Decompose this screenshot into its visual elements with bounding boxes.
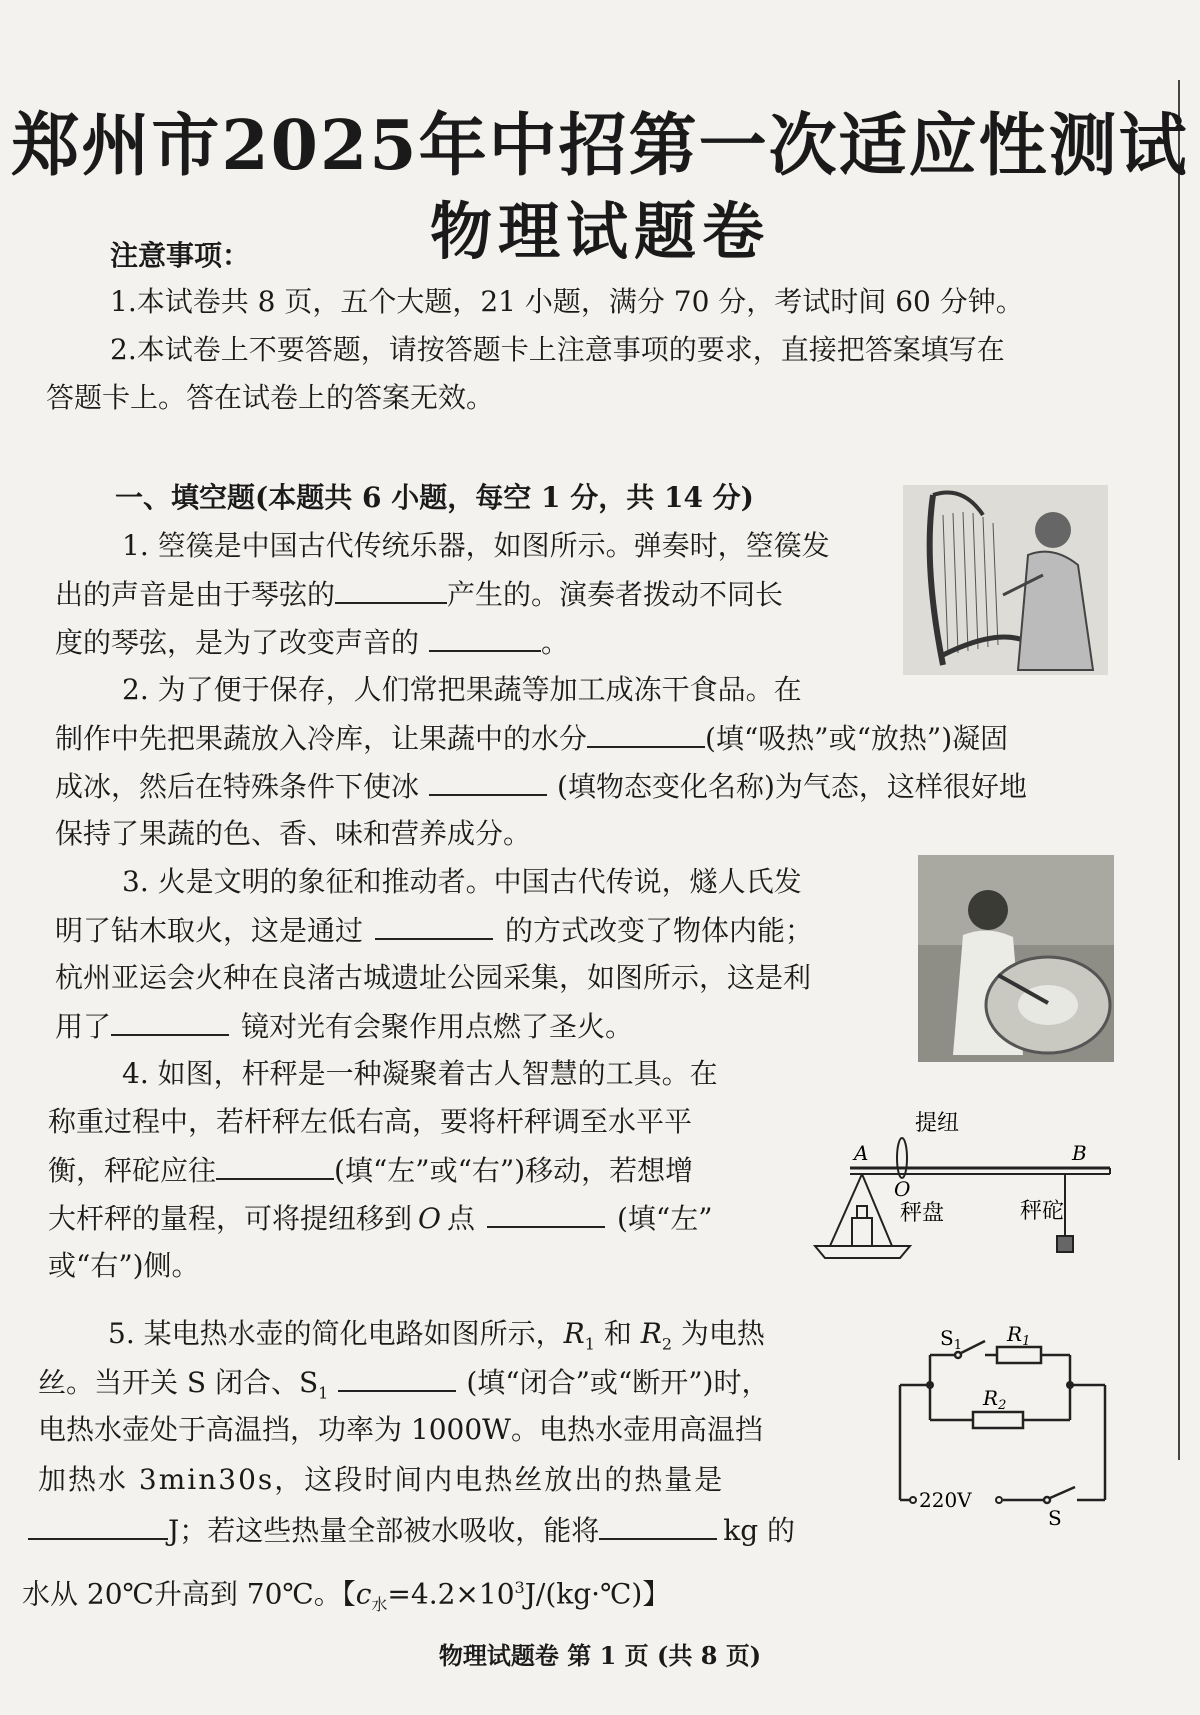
- q5-line6: 水从 20℃升高到 70℃。【$c_水=4.2\times 10^3J/(kg\cdot℃)$】: [22, 1577, 671, 1614]
- notice-heading: 注意事项：: [110, 239, 251, 272]
- q2-line1: 2. 为了便于保存，人们常把果蔬等加工成冻干食品。在: [122, 673, 802, 706]
- q4-line5: 或“右”)侧。: [48, 1249, 200, 1282]
- notice-item-2a: 2.本试卷上不要答题，请按答题卡上注意事项的要求，直接把答案填写在: [110, 333, 1005, 366]
- q4-line1: 4. 如图，杆秤是一种凝聚着古人智慧的工具。在: [122, 1057, 718, 1090]
- answer-blank[interactable]: [338, 1362, 456, 1392]
- answer-blank[interactable]: [429, 766, 547, 796]
- q1-line1: 1. 箜篌是中国古代传统乐器，如图所示。弹奏时，箜篌发: [122, 529, 830, 562]
- page-title: 郑州市2025年中招第一次适应性测试: [11, 106, 1189, 186]
- q5-line5: J；若这些热量全部被水吸收，能将 kg 的: [28, 1510, 795, 1551]
- circuit-diagram: [885, 1315, 1115, 1530]
- label-pan: 秤盘: [900, 1201, 945, 1226]
- answer-blank[interactable]: [111, 1006, 229, 1036]
- steelyard-figure: [810, 1108, 1115, 1268]
- answer-blank[interactable]: [587, 718, 705, 748]
- q4-line2: 称重过程中，若杆秤左低右高，要将杆秤调至水平平: [48, 1105, 693, 1138]
- label-tuo: 秤砣: [1020, 1199, 1065, 1224]
- answer-blank[interactable]: [429, 622, 541, 652]
- margin-rule: [1178, 80, 1180, 1460]
- answer-blank[interactable]: [599, 1510, 717, 1540]
- answer-blank[interactable]: [216, 1150, 334, 1180]
- label-220V: 220V: [919, 1488, 972, 1512]
- label-S1: $S_1$: [940, 1326, 962, 1353]
- torch-lighting-photo: [918, 855, 1114, 1062]
- q3-line2: 明了钻木取火，这是通过 的方式改变了物体内能；: [55, 910, 813, 951]
- q5-line3: 电热水壶处于高温挡，功率为 1000W。电热水壶用高温挡: [38, 1413, 763, 1446]
- answer-blank[interactable]: [375, 910, 493, 940]
- q2-line4: 保持了果蔬的色、香、味和营养成分。: [55, 817, 532, 850]
- label-O: O: [894, 1177, 911, 1201]
- section-heading: 一、填空题(本题共 6 小题，每空 1 分，共 14 分): [115, 481, 754, 514]
- q5-line2: 丝。当开关 S 闭合、$S_1$ (填“闭合”或“断开”)时，: [38, 1362, 769, 1414]
- notice-item-2b: 答题卡上。答在试卷上的答案无效。: [46, 381, 495, 414]
- q4-line3: 衡，秤砣应往 (填“左”或“右”)移动，若想增: [48, 1150, 693, 1191]
- answer-blank[interactable]: [487, 1198, 605, 1228]
- label-R2: $R_2$: [983, 1386, 1007, 1413]
- q1-line2: 出的声音是由于琴弦的 产生的。演奏者拨动不同长: [55, 574, 783, 615]
- q5-line4: 加热水 3min30s，这段时间内电热丝放出的热量是: [38, 1463, 725, 1496]
- q2-line2: 制作中先把果蔬放入冷库，让果蔬中的水分 (填“吸热”或“放热”)凝固: [55, 718, 1008, 759]
- page-subtitle: 物理试题卷: [429, 195, 770, 268]
- q3-line1: 3. 火是文明的象征和推动者。中国古代传说，燧人氏发: [122, 865, 802, 898]
- q1-line3: 度的琴弦，是为了改变声音的 。: [55, 622, 569, 663]
- label-B: B: [1072, 1141, 1087, 1165]
- answer-blank[interactable]: [28, 1510, 168, 1540]
- q5-line1: 5. 某电热水壶的简化电路如图所示，$R_1$ 和 $R_2$ 为电热: [108, 1317, 765, 1354]
- q3-line4: 用了 镜对光有会聚作用点燃了圣火。: [55, 1006, 633, 1047]
- label-A: A: [854, 1141, 869, 1165]
- page-footer: 物理试题卷 第 1 页 (共 8 页): [438, 1641, 762, 1670]
- q3-line3: 杭州亚运会火种在良渚古城遗址公园采集，如图所示，这是利: [55, 961, 812, 994]
- label-S: S: [1048, 1506, 1062, 1530]
- q4-line4: 大杆秤的量程，可将提纽移到 O 点 (填“左”: [48, 1198, 713, 1239]
- q2-line3: 成冰，然后在特殊条件下使冰 (填物态变化名称)为气态，这样很好地: [55, 766, 1027, 807]
- notice-item-1: 1.本试卷共 8 页，五个大题，21 小题，满分 70 分，考试时间 60 分钟。: [110, 285, 1024, 318]
- answer-blank[interactable]: [335, 574, 447, 604]
- label-tiniu: 提纽: [915, 1111, 960, 1136]
- label-R1: $R_1$: [1007, 1322, 1031, 1349]
- konghou-figure: [903, 485, 1108, 675]
